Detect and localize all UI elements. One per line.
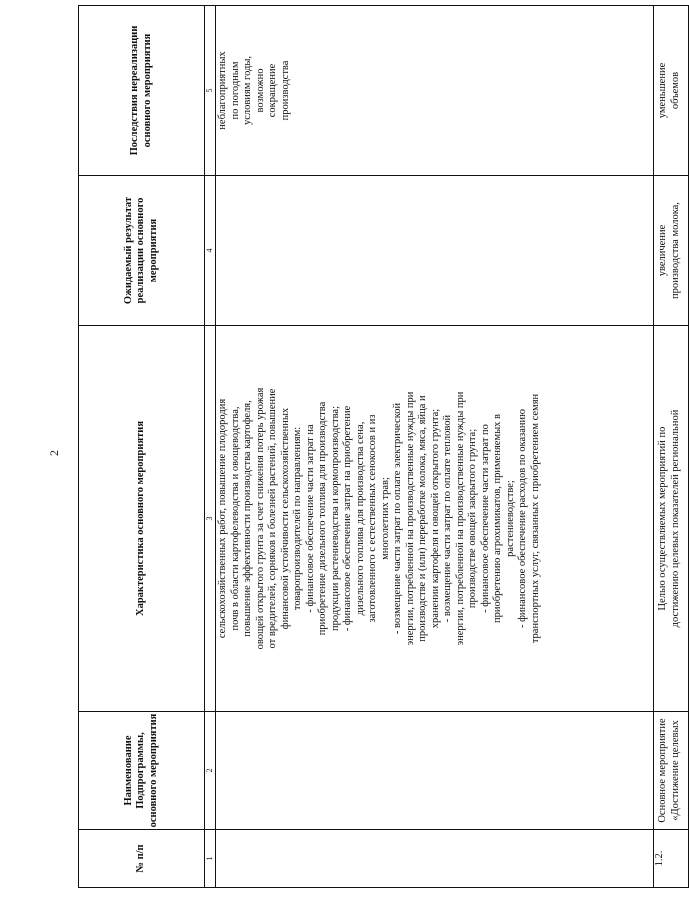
text-line: почв в области картофелеводства и овощеводства, — [229, 406, 241, 631]
column-index: 3 — [205, 326, 216, 712]
text-line: «Достижение целевых — [669, 720, 681, 821]
text-line: увеличение — [657, 224, 668, 277]
text-line: - возмещение части затрат по оплате электрической — [392, 402, 403, 635]
text-line: неблагоприятных — [217, 51, 228, 130]
text-line: заготовленного с естественных сенокосов и из — [367, 414, 378, 623]
page-number: 2 — [47, 450, 61, 456]
text-line: энергии, потребленной на производственные нужды при — [454, 391, 466, 646]
text-line: приобретению агрохимикатов, применяемых в — [492, 414, 503, 623]
text-line: сельскохозяйственных работ, повышение плодородия — [217, 398, 228, 639]
row-number: 1.2. — [654, 830, 689, 888]
consequences — [654, 6, 689, 176]
expected-result — [216, 176, 654, 326]
text-line: товаропроизводителей по направлениям: — [292, 426, 303, 611]
text-line: растениеводстве; — [504, 480, 516, 557]
text-line: Целью осуществляемых мероприятий по — [657, 426, 668, 611]
text-line: от вредителей, сорняков и болезней растений, повышение — [267, 388, 278, 649]
consequences — [216, 6, 654, 176]
text-line: объемов — [669, 71, 681, 110]
column-index: 4 — [205, 176, 216, 326]
text-line: продукции растениеводства и кормопроизводства; — [329, 406, 341, 631]
column-index: 2 — [205, 712, 216, 830]
text-line: условиям годы, — [242, 55, 253, 126]
expected-result — [654, 176, 689, 326]
text-line: Основное мероприятие — [657, 718, 668, 823]
header-number: № п/п — [79, 830, 205, 888]
measures-table — [78, 5, 689, 888]
column-index: 5 — [205, 6, 216, 176]
measure-name — [216, 712, 654, 830]
text-line: приобретение дизельного топлива для производства — [317, 401, 328, 636]
text-line: производства — [279, 60, 291, 121]
text-line: - финансовое обеспечение расходов по оказанию — [517, 408, 528, 629]
measure-name — [654, 712, 689, 830]
text-line: многолетних трав; — [379, 477, 391, 560]
header-consequences: Последствия нереализации основного мероприятия — [79, 6, 205, 176]
text-line: по погодным — [229, 61, 241, 120]
measure-description — [654, 326, 689, 712]
header-description: Характеристика основного мероприятия — [79, 326, 205, 712]
column-index: 1 — [205, 830, 216, 888]
text-line: производстве и (или) переработке молока, мяса, яйца и — [417, 395, 428, 642]
text-line: - финансовое обеспечение части затрат на — [304, 424, 316, 613]
text-line: - финансовое обеспечение части затрат по — [479, 424, 491, 613]
text-line: дизельного топлива для производства сена, — [354, 421, 366, 616]
text-line: возможно — [254, 68, 266, 113]
row-number — [216, 830, 654, 888]
text-line: производстве овощей закрытого грунта; — [467, 428, 478, 609]
text-line: финансовой устойчивости сельскохозяйственных — [279, 407, 291, 630]
table-row — [654, 6, 689, 888]
measure-description — [216, 326, 654, 712]
header-expected-result: Ожидаемый результат реализации основного мероприятия — [79, 176, 205, 326]
text-line: производства молока, — [669, 202, 681, 299]
rotated-table-sheet — [78, 6, 688, 888]
text-line: овощей открытого грунта за счет снижения потерь урожая — [254, 387, 266, 650]
text-line: достижению целевых показателей региональной — [669, 409, 681, 628]
text-line: - возмещение части затрат по оплате тепловой — [442, 414, 453, 623]
table-header-row — [79, 6, 205, 888]
text-line: сокращение — [267, 63, 278, 118]
header-name: Наименование Подпрограммы, основного мероприятия — [79, 712, 205, 830]
text-line: - финансовое обеспечение затрат на приобретение — [342, 405, 353, 632]
text-line: энергии, потребленной на производственные нужды при — [404, 391, 416, 646]
text-line: уменьшение — [657, 62, 668, 119]
table-row — [216, 6, 654, 888]
column-index-row — [205, 6, 216, 888]
text-line: хранении картофеля и овощей открытого грунта; — [429, 408, 441, 629]
text-line: повышение эффективности производства картофеля, — [242, 400, 253, 637]
text-line: транспортных услуг, связанных с приобретением семян — [529, 393, 541, 644]
